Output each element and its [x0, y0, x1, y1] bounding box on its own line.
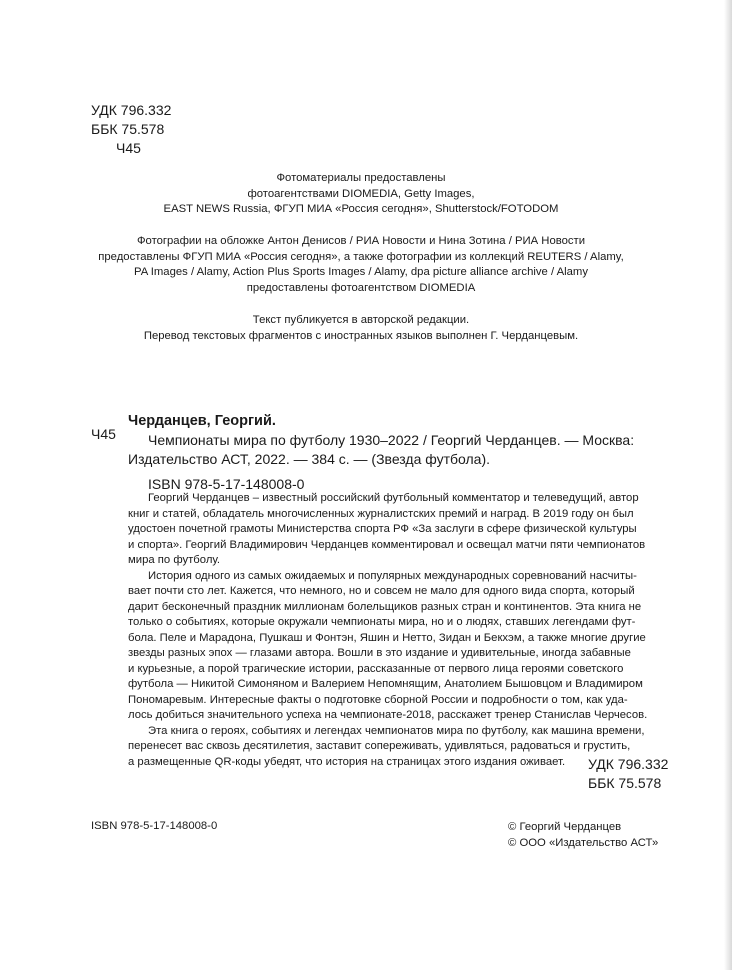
- annotation-text: [128, 491, 673, 770]
- page-edge-shadow: [724, 0, 732, 970]
- photo-credit-line: фотоагентствами DIOMEDIA, Getty Images,: [247, 187, 475, 200]
- annotation-line: и курьезные, а порой трагические истории, рассказанные от первого лица героями советского: [128, 662, 624, 675]
- edition-note-line: Перевод текстовых фрагментов с иностранных языков выполнен Г. Черданцевым.: [143, 329, 579, 342]
- annotation-line: удостоен почетной грамоты Министерства спорта РФ «За заслуги в сфере физической культуры: [128, 523, 637, 535]
- annotation-line: только о событиях, которые окружали чемпионаты мира, но и о людях, ставших легендами фут-: [128, 616, 636, 628]
- author-mark-top: Ч45: [116, 140, 141, 156]
- annotation-line: дарит бесконечный праздник миллионам болельщиков разных стран и континентов. Эта книга не: [128, 600, 642, 613]
- udk-bbk-header: [91, 101, 171, 158]
- footer-isbn: ISBN 978-5-17-148008-0: [91, 820, 218, 832]
- title-line: Чемпионаты мира по футболу 1930–2022 / Георгий Черданцев. — Москва:: [148, 432, 635, 448]
- catalog-record: [128, 412, 668, 494]
- photo-credits: [60, 171, 662, 218]
- annotation-line: и спорта». Георгий Владимирович Черданцев комментировал и освещал матчи пяти чемпионатов: [128, 538, 646, 551]
- author-heading: Черданцев, Георгий.: [128, 413, 276, 429]
- annotation-line: Георгий Черданцев – известный российский футбольный комментатор и телеведущий, автор: [148, 492, 639, 504]
- annotation-line: мира по футболу.: [128, 554, 221, 566]
- annotation-line: История одного из самых ожидаемых и популярных международных соревнований насчиты-: [148, 569, 637, 582]
- copyright-block: [508, 819, 658, 851]
- photo-credit-line: Фотоматериалы предоставлены: [276, 172, 446, 184]
- copyright-author: © Георгий Черданцев: [508, 821, 622, 833]
- title-line: Издательство АСТ, 2022. — 384 с. — (Звезда футбола).: [128, 451, 491, 467]
- udk-code: УДК 796.332: [91, 102, 172, 118]
- cover-credit-line: Фотографии на обложке Антон Денисов / РИА Новости и Нина Зотина / РИА Новости: [136, 235, 586, 247]
- annotation-line: бола. Пеле и Марадона, Пушкаш и Фонтэн, Яшин и Нетто, Зидан и Бекхэм, а также многие другие: [128, 631, 646, 644]
- annotation-line: а размещенные QR-коды убедят, что история на страницах этого издания оживает.: [128, 755, 566, 768]
- bbk-code: ББК 75.578: [91, 121, 165, 137]
- photo-credit-line: EAST NEWS Russia, ФГУП МИА «Россия сегодня», Shutterstock/FOTODOM: [163, 203, 559, 215]
- bbk-code: ББК 75.578: [588, 775, 662, 791]
- cover-credit-line: предоставлены ФГУП МИА «Россия сегодня», а также фотографии из коллекций REUTERS / Alamy,: [98, 250, 624, 263]
- annotation-line: Эта книга о героях, событиях и легендах чемпионатов мира по футболу, как машина времени,: [148, 724, 645, 737]
- catalog-isbn: ISBN 978-5-17-148008-0: [148, 476, 305, 492]
- annotation-line: лось добиться значительного успеха на чемпионате-2018, расскажет тренер Станислав Черчесов.: [128, 709, 648, 721]
- annotation-line: футбола — Никитой Симоняном и Валерием Непомнящим, Анатолием Бышовцом и Владимиром: [128, 678, 643, 690]
- edition-notes: [60, 313, 662, 344]
- annotation-line: Пономаревым. Интересные факты о подготовке сборной России и подробности о том, как уда-: [128, 693, 628, 706]
- udk-code: УДК 796.332: [588, 756, 669, 772]
- cover-credits: [60, 234, 662, 296]
- cover-credit-line: PA Images / Alamy, Action Plus Sports Images / Alamy, dpa picture alliance archive / Alamy: [134, 266, 588, 278]
- copyright-publisher: © ООО «Издательство АСТ»: [508, 837, 659, 849]
- annotation-line: звезды разных эпох — глазами автора. Вошли в это издание и удивительные, иногда забавные: [128, 647, 631, 659]
- annotation-line: вает почти сто лет. Кажется, что немного, но и совсем не мало для одного вида спорта, который: [128, 585, 635, 597]
- udk-bbk-footer: [588, 755, 668, 793]
- annotation-line: книг и статей, обладатель многочисленных журналистских премий и наград. В 2019 году он был: [128, 507, 634, 520]
- edition-note-line: Текст публикуется в авторской редакции.: [252, 314, 470, 326]
- author-mark-catalog: Ч45: [91, 426, 116, 442]
- annotation-line: перенесет вас сквозь десятилетия, заставит сопереживать, удивляться, радоваться и грустить,: [128, 740, 631, 752]
- cover-credit-line: предоставлены фотоагентством DIOMEDIA: [246, 281, 476, 294]
